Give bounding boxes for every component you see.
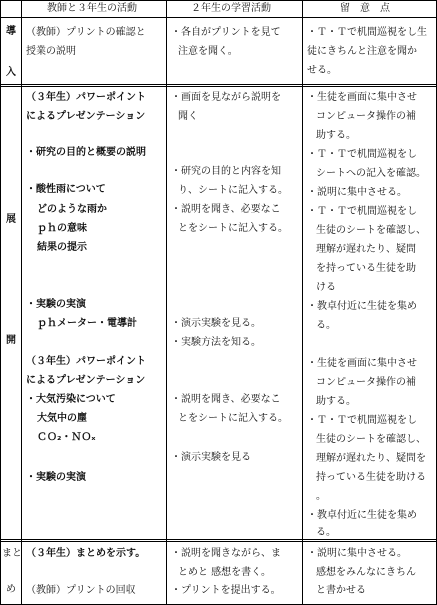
develop-teacher-line: 結果の提示 — [37, 242, 87, 253]
header-notes: 留 意 点 — [340, 3, 390, 14]
develop-student-line: とをシートに記入する。 — [178, 223, 288, 234]
develop-note-line: 持っている生徒を助ける — [316, 472, 426, 483]
section-label-summary-2: め — [6, 584, 16, 595]
develop-student-line: ・画面を見ながら説明を — [171, 92, 281, 103]
develop-note-line: ・説明に集中させる。 — [307, 187, 407, 198]
intro-student-line: ・各自がプリントを見て — [171, 27, 281, 38]
develop-teacher-line: ＣＯ₂・ＮＯₓ — [37, 432, 96, 443]
develop-teacher-line: によるプレゼンテーション — [26, 375, 146, 386]
develop-note-line: ・生徒を画面に集中させ — [307, 92, 417, 103]
table-border-top — [0, 0, 437, 1]
develop-note-line: 生徒のシートを確認し、 — [316, 434, 426, 445]
develop-teacher-line: （３年生）パワーポイント — [26, 92, 146, 103]
develop-student-line: ・実験方法を知る。 — [171, 337, 261, 348]
develop-note-line: る。 — [316, 320, 336, 331]
develop-note-line: ・Ｔ・Ｔで机間巡視をし — [307, 415, 417, 426]
column-divider-3 — [302, 0, 303, 605]
intro-divider — [0, 84, 437, 87]
intro-note-line: 徒にきちんと注意を聞か — [307, 46, 417, 57]
develop-student-line: ・説明を聞き、必要なこ — [171, 204, 281, 215]
develop-note-line: コンピュータ操作の補 — [316, 377, 416, 388]
develop-note-line: ける — [316, 282, 336, 293]
summary-teacher-line: （３年生）まとめを示す。 — [26, 548, 146, 559]
develop-note-line: ・Ｔ・Ｔで机間巡視をし — [307, 149, 417, 160]
develop-student-line: ・演示実験を見る — [171, 452, 251, 463]
develop-note-line: 助する。 — [316, 130, 356, 141]
summary-student-line: とめと 感想を書く。 — [178, 567, 271, 578]
develop-divider — [0, 539, 437, 542]
develop-teacher-line: （３年生）パワーポイント — [26, 356, 146, 367]
intro-note-line: ・Ｔ・Ｔで机間巡視をし生 — [307, 27, 427, 38]
intro-note-line: せる。 — [307, 65, 337, 76]
develop-note-line: 。 — [316, 491, 326, 502]
summary-note-line: ・説明に集中させる。 — [307, 548, 407, 559]
intro-teacher-line: 授業の説明 — [26, 46, 76, 57]
table-border-left — [0, 0, 1, 605]
develop-note-line: ・Ｔ・Ｔで机間巡視をし — [307, 206, 417, 217]
summary-note-line: 感想をみんなにきちん — [316, 567, 416, 578]
header-student-activity: ２年生の学習活動 — [191, 3, 271, 14]
header-divider — [0, 17, 437, 18]
develop-teacher-line: ・研究の目的と概要の説明 — [26, 147, 146, 158]
header-teacher-activity: 教師と３年生の活動 — [47, 3, 137, 14]
develop-note-line: 生徒のシートを確認し、 — [316, 225, 426, 236]
intro-student-line: 注意を聞く。 — [178, 46, 238, 57]
develop-note-line: ・教卓付近に生徒を集め — [307, 510, 417, 521]
develop-teacher-line: ・大気汚染について — [26, 394, 116, 405]
develop-teacher-line: によるプレゼンテーション — [26, 111, 146, 122]
develop-student-line: ・説明を聞き、必要なこ — [171, 394, 281, 405]
develop-teacher-line: ｐｈメーター・電導計 — [37, 318, 137, 329]
summary-student-line: ・プリントを提出する。 — [171, 585, 281, 596]
intro-teacher-line: （教師）プリントの確認と — [26, 27, 146, 38]
summary-student-line: ・説明を聞きながら、ま — [171, 548, 281, 559]
develop-teacher-line: ・実験の実演 — [26, 472, 86, 483]
develop-note-line: シートへの記入を確認。 — [316, 168, 426, 179]
develop-student-line: 聞く — [178, 111, 198, 122]
column-divider-1 — [21, 0, 22, 605]
develop-note-line: 助する。 — [316, 396, 356, 407]
section-label-summary-1: まと — [2, 548, 22, 559]
develop-note-line: ・教卓付近に生徒を集め — [307, 301, 417, 312]
section-label-develop-1: 展 — [6, 214, 16, 225]
develop-note-line: を持っている生徒を助 — [316, 263, 416, 274]
develop-student-line: とをシートに記入する。 — [178, 413, 288, 424]
develop-note-line: 理解が遅れたり、疑問 — [316, 244, 416, 255]
summary-teacher-line: （教師）プリントの回収 — [26, 585, 136, 596]
develop-teacher-line: ｐｈの意味 — [37, 223, 87, 234]
develop-note-line: コンピュータ操作の補 — [316, 111, 416, 122]
section-label-develop-2: 開 — [6, 335, 16, 346]
develop-teacher-line: ・酸性雨について — [26, 184, 106, 195]
develop-student-line: ・研究の目的と内容を知 — [171, 166, 281, 177]
develop-note-line: 理解が遅れたり、疑問を — [316, 453, 426, 464]
section-label-intro-2: 入 — [6, 67, 16, 78]
develop-student-line: り、シートに記入する。 — [178, 185, 288, 196]
develop-note-line: る。 — [316, 527, 336, 538]
develop-note-line: ・生徒を画面に集中させ — [307, 358, 417, 369]
develop-teacher-line: ・実験の実演 — [26, 299, 86, 310]
develop-student-line: ・演示実験を見る。 — [171, 318, 261, 329]
summary-note-line: と書かせる — [316, 585, 366, 596]
section-label-intro-1: 導 — [6, 26, 16, 37]
develop-teacher-line: 大気中の塵 — [37, 413, 87, 424]
column-divider-2 — [166, 0, 167, 605]
develop-teacher-line: どのような雨か — [37, 204, 107, 215]
